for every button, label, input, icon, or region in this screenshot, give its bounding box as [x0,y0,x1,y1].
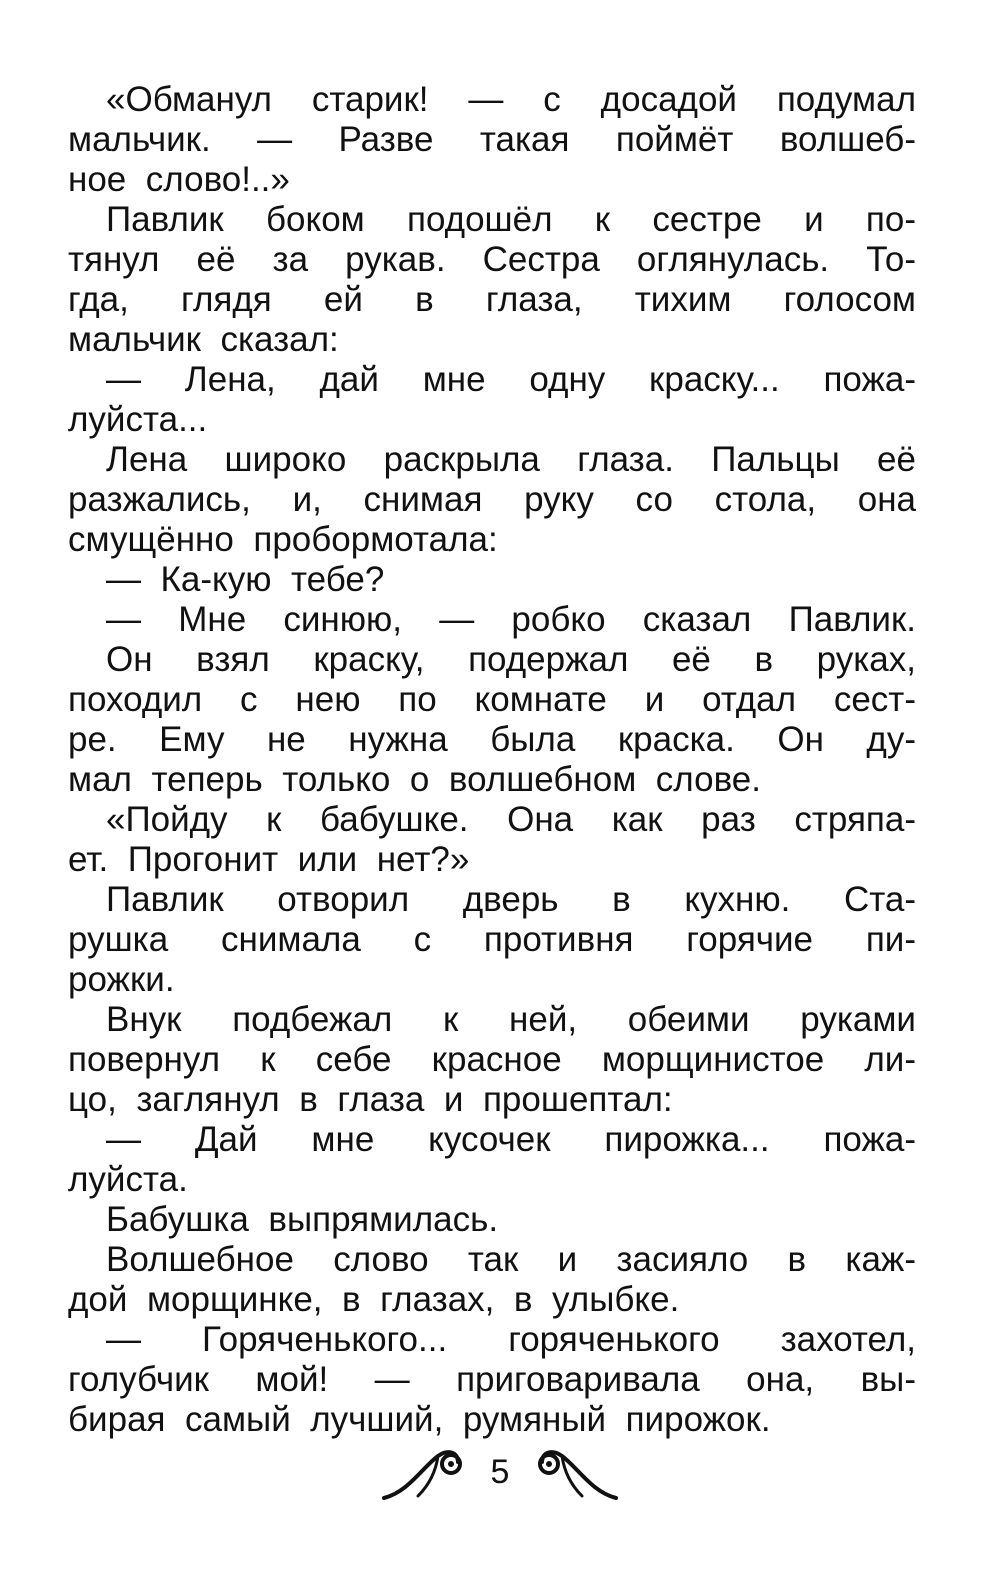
paragraph-2 [68,200,916,360]
text-line: Бабушка выпрямилась. [106,1200,499,1239]
paragraph-5 [68,560,916,600]
paragraph-7 [68,640,916,800]
text-line: походил с нею по комнате и отдал сест- [68,680,916,719]
text-line: — Горяченького... горяченького захотел, [106,1320,916,1359]
text-line: Павлик боком подошёл к сестре и по- [106,200,916,239]
text-line: голубчик мой! — приговаривала она, вы- [68,1360,916,1399]
paragraph-3 [68,360,916,440]
paragraph-4 [68,440,916,560]
text-line: цо, заглянул в глаза и прошептал: [68,1080,673,1119]
paragraph-6 [68,600,916,640]
text-line: Павлик отворил дверь в кухню. Ста- [106,880,916,919]
paragraph-14 [68,1320,916,1440]
text-line: — Дай мне кусочек пирожка... пожа- [106,1120,916,1159]
text-line: дой морщинке, в глазах, в улыбке. [68,1280,680,1319]
text-line: — Ка-кую тебе? [106,560,385,599]
paragraph-8 [68,800,916,880]
text-line: мал теперь только о волшебном слове. [68,760,761,799]
text-line: Он взял краску, подержал её в руках, [106,640,916,679]
text-line: мальчик сказал: [68,320,339,359]
text-line: ное слово!..» [68,160,290,199]
paragraph-9 [68,880,916,1000]
paragraph-10 [68,1000,916,1120]
paragraph-11 [68,1120,916,1200]
text-line: Волшебное слово так и засияло в каж- [106,1240,916,1279]
text-line: — Мне синюю, — робко сказал Павлик. [106,600,916,639]
text-line: бирая самый лучший, румяный пирожок. [68,1400,771,1439]
text-line: рушка снимала с противня горячие пи- [68,920,916,959]
text-line: Внук подбежал к ней, обеими руками [106,1000,916,1039]
text-line: ре. Ему не нужна была краска. Он ду- [68,720,916,759]
text-line: тянул её за рукав. Сестра оглянулась. То- [68,240,916,279]
text-line: мальчик. — Разве такая поймёт волшеб- [68,120,916,159]
text-line: повернул к себе красное морщинистое ли- [68,1040,916,1079]
text-line: гда, глядя ей в глаза, тихим голосом [68,280,916,319]
text-line: ет. Прогонит или нет?» [68,840,470,879]
text-line: — Лена, дай мне одну краску... пожа- [106,360,916,399]
page-text [68,80,916,1440]
text-line: Лена широко раскрыла глаза. Пальцы её [106,440,916,479]
text-line: луйста. [68,1160,188,1199]
page-footer [0,1440,1000,1520]
paragraph-12 [68,1200,916,1240]
text-line: смущённо пробормотала: [68,520,498,559]
text-line: «Обманул старик! — с досадой подумал [106,80,916,119]
text-line: луйста... [68,400,208,439]
text-line: рожки. [68,960,175,999]
paragraph-1 [68,80,916,200]
text-line: разжались, и, снимая руку со стола, она [68,480,916,519]
paragraph-13 [68,1240,916,1320]
text-line: «Пойду к бабушке. Она как раз стряпа- [106,800,916,839]
page-number: 5 [490,1453,510,1491]
